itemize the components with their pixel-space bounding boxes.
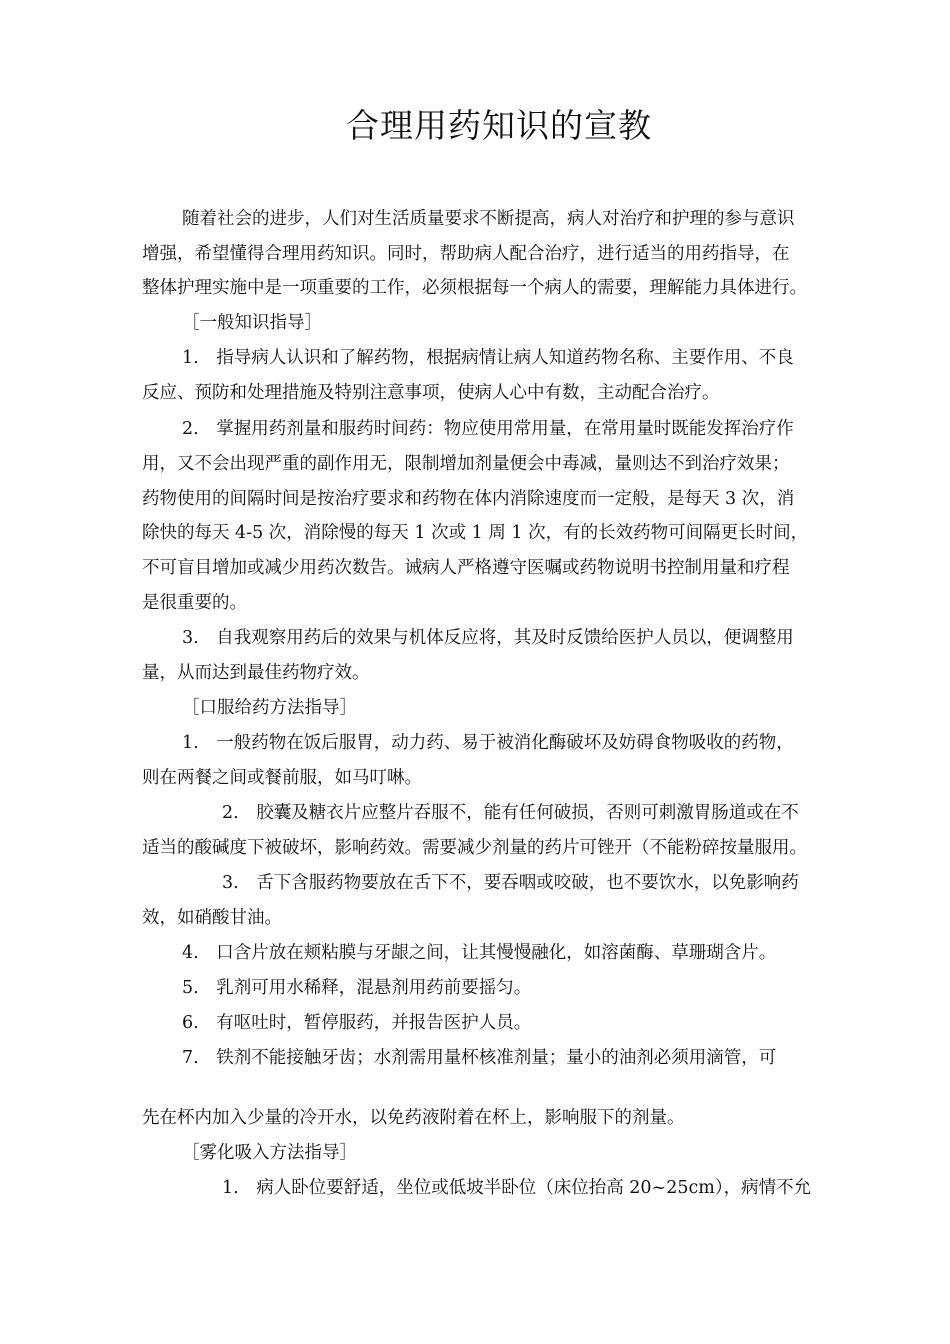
list-item-line: 用，又不会出现严重的副作用无，限制增加剂量便会中毒减，量则达不到治疗效果； (142, 454, 790, 474)
list-item-line: 是很重要的。 (142, 593, 247, 613)
list-item-line: 1. 病人卧位要舒适，坐位或低坡半卧位（床位抬高 20~25cm），病情不允 (222, 1178, 812, 1198)
list-item-line: 2. 掌握用药剂量和服药时间药：物应使用常用量，在常用量时既能发挥治疗作 (182, 419, 794, 439)
list-item-line: 5. 乳剂可用水稀释，混悬剂用药前要摇匀。 (182, 978, 532, 998)
list-item-line: 1. 一般药物在饭后服胃，动力药、易于被消化酶破坏及妨碍食物吸收的药物， (182, 733, 794, 753)
list-item-line: 4. 口含片放在颊粘膜与牙龈之间，让其慢慢融化，如溶菌酶、草珊瑚含片。 (182, 943, 777, 963)
list-item-line: 1. 指导病人认识和了解药物，根据病情让病人知道药物名称、主要作用、不良 (182, 348, 794, 368)
paragraph-line: 整体护理实施中是一项重要的工作，必须根据每一个病人的需要，理解能力具体进行。 (142, 278, 807, 298)
document-title: 合理用药知识的宣教 (346, 106, 652, 145)
list-item-line: 3. 舌下含服药物要放在舌下不，要吞咽或咬破，也不要饮水，以免影响药 (222, 873, 799, 893)
list-item-line: 7. 铁剂不能接触牙齿；水剂需用量杯核准剂量；量小的油剂必须用滴管，可 (182, 1048, 777, 1068)
paragraph-line: 增强，希望懂得合理用药知识。同时，帮助病人配合治疗，进行适当的用药指导，在 (142, 244, 790, 264)
list-item-line: 量，从而达到最佳药物疗效。 (142, 663, 370, 683)
list-item-line: 2. 胶囊及糖衣片应整片吞服不，能有任何破损，否则可刺激胃肠道或在不 (222, 803, 799, 823)
list-item-line: 效，如硝酸甘油。 (142, 908, 282, 928)
list-item-line: 除快的每天 4-5 次，消除慢的每天 1 次或 1 周 1 次，有的长效药物可间隔更长时间， (142, 523, 809, 543)
section-heading: ［口服给药方法指导］ (182, 698, 357, 718)
list-item-line: 6. 有呕吐时，暂停服药，并报告医护人员。 (182, 1013, 532, 1033)
list-item-line: 先在杯内加入少量的冷开水，以免药液附着在杯上，影响服下的剂量。 (142, 1108, 685, 1128)
paragraph-line: 随着社会的进步，人们对生活质量要求不断提高，病人对治疗和护理的参与意识 (182, 209, 795, 229)
list-item-line: 适当的酸碱度下被破坏，影响药效。需要减少剂量的药片可锉开（不能粉碎按量服用。 (142, 838, 807, 858)
list-item-line: 3. 自我观察用药后的效果与机体反应将，其及时反馈给医护人员以，便调整用 (182, 628, 794, 648)
list-item-line: 则在两餐之间或餐前服，如马叮啉。 (142, 768, 422, 788)
section-heading: ［雾化吸入方法指导］ (182, 1143, 357, 1163)
list-item-line: 反应、预防和处理措施及特别注意事项，使病人心中有数，主动配合治疗。 (142, 383, 720, 403)
section-heading: ［一般知识指导］ (182, 313, 322, 333)
list-item-line: 药物使用的间隔时间是按治疗要求和药物在体内消除速度而一定般，是每天 3 次，消 (142, 489, 795, 509)
list-item-line: 不可盲目增加或减少用药次数告。诫病人严格遵守医嘱或药物说明书控制用量和疗程 (142, 558, 790, 578)
